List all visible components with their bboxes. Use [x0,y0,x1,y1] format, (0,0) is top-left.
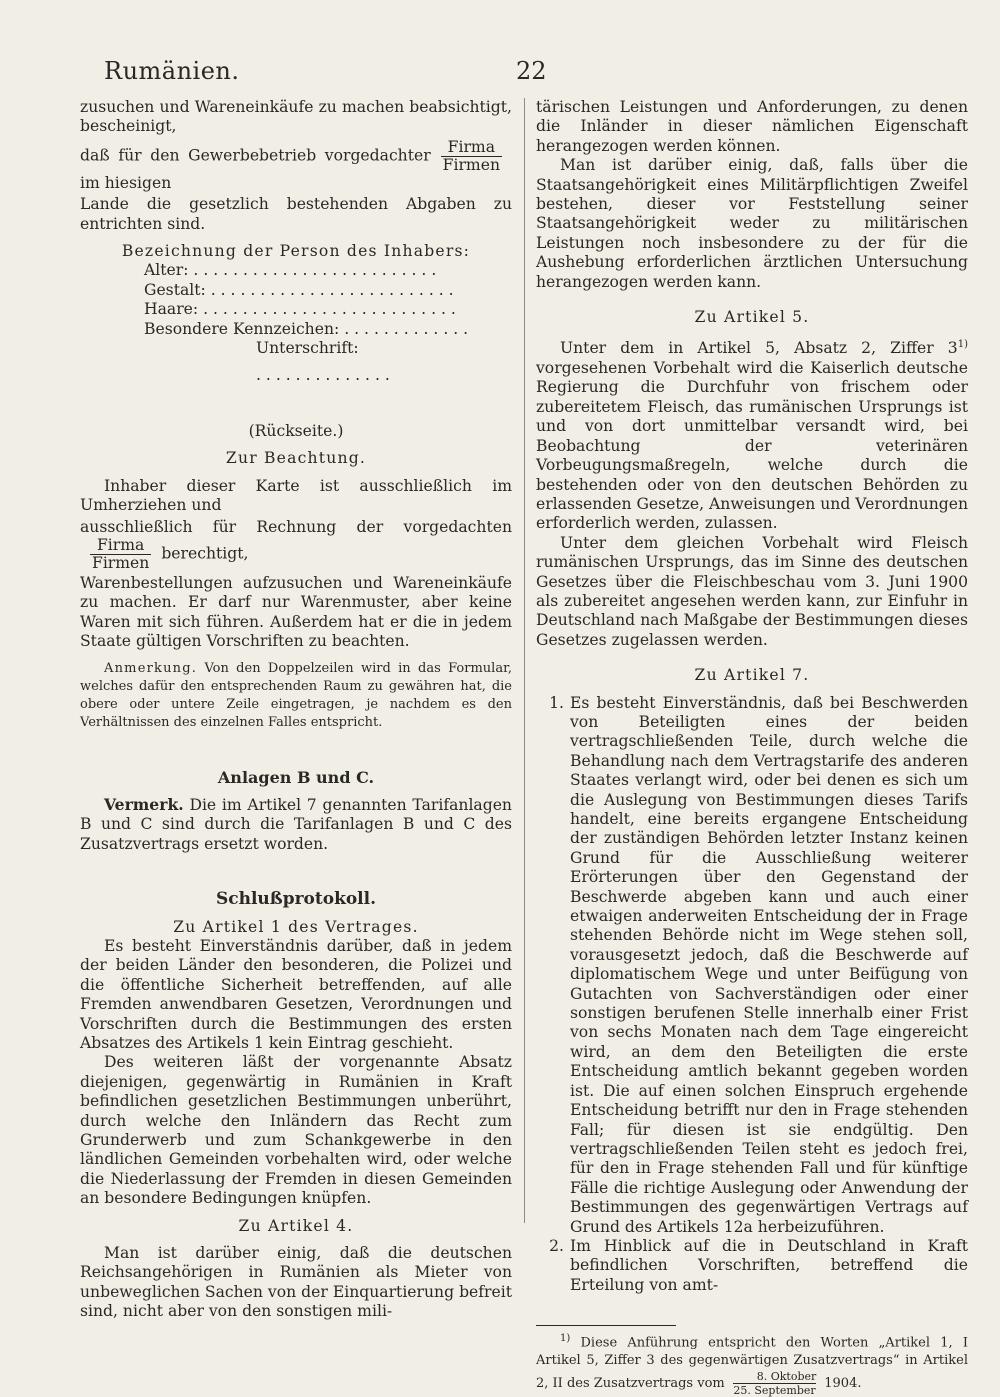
field-gestalt: Gestalt: . . . . . . . . . . . . . . . . . . . . . . . . . [144,280,454,299]
art5-para-1-a: Unter dem in Artikel 5, Absatz 2, Ziffer 3 [560,339,958,358]
art1-para-1: Es besteht Einverständnis darüber, daß in jedem der beiden Länder den besonderen, die Polizei und die öffentliche Sicherheit betreffenden, auf alle Fremden anwendbaren Gesetzen, Verordnungen und Vorschriften durch die Bestimmungen des ersten Absatzes des Artikels 1 kein Eintrag geschieht. [80,936,512,1052]
beachtung-para-2: Warenbestellungen aufzusuchen und Wareneinkäufe zu machen. Er darf nur Warenmuster, aber keine Waren mit sich führen. Außerdem hat er die in jedem Staate gültigen Vorschriften zu beachten. [80,573,512,651]
art4-heading: Zu Artikel 4. [238,1216,354,1235]
footnote-date-fraction [733,1370,817,1397]
art7-item-1-number: 1. [549,693,564,712]
art5-heading: Zu Artikel 5. [694,308,810,327]
footnote-year: 1904. [824,1376,862,1392]
footnote-date-denominator: 25. September [733,1384,816,1397]
beachtung-para-1: Inhaber dieser Karte ist ausschließlich im Umherziehen und [80,476,512,515]
beachtung-firma-post: berechtigt, [161,544,249,563]
firma-fraction [441,139,502,174]
art7-item-2 [536,1237,968,1295]
unterschrift-label: Unterschrift: [256,339,359,358]
unterschrift-dots: . . . . . . . . . . . . . . [256,366,390,385]
art5-para-2: Unter dem gleichen Vorbehalt wird Fleisch rumänischen Ursprungs, das im Sinne des deutschen Gesetzes über die Fleischbeschau vom 3. Juni 1900 als zubereitet angesehen werden kann, zur Einfuhr in Deutschland nach Maßgabe der Bestimmungen dieses Gesetzes zugelassen werden. [536,533,968,649]
beachtung-firma-denominator: Firmen [92,553,150,572]
art7-item-1-text: Es besteht Einverständnis, daß bei Beschwerden von Beteiligten eines der beiden vertragschließenden Teile, durch welche die Behandlung nach dem Vertragstarife des anderen Staates verlangt wird, oder bei denen es sich um die Auslegung von Bestimmungen dieses Tarifs handelt, eine bereits ergangene Entscheidung der zuständigen Behörden letzter Instanz keinen Grund für die Ausschließung weiterer Erörterungen über den Gegenstand der Beschwerde abgeben kann und auch einer etwaigen anderweiten Entscheidung der in Frage stehenden Behörde nicht im Wege stehen soll, vorausgesetzt jedoch, daß die Beschwerde auf diplomatischem Wege und unter Beifügung von Gutachten von Sachverständigen oder einer sonstigen berufenen Stelle innerhalb einer Frist von sechs Monaten nach dem Tage eingereicht wird, an dem den Beteiligten die erste Entscheidung amtlich bekannt gegeben worden ist. Die auf einen solchen Einspruch ergehende Entscheidung betrifft nur den in Frage stehenden Fall; für diesen ist sie endgültig. Den vertragschließenden Teilen steht es jedoch frei, für den in Frage stehenden Fall und für künftige Fälle die richtige Auslegung oder Anwendung der Bestimmungen des gegenwärtigen Vertrags auf Grund des Artikels 12a herbeizuführen. [570,693,968,1236]
right-column [536,98,968,1397]
art5-para-1-b: vorgesehenen Vorbehalt wird die Kaiserlich deutsche Regierung die Durchfuhr von frischem oder zubereitetem Fleisch, das rumänischen Ursprungs ist und von dort unmittelbar versandt wird, bei Beobachtung der veterinären Vorbeugungsmaßregeln, welche durch die bestehenden oder von den deutschen Behörden zu erlassenden Gesetze, Anweisungen und Verordnungen erforderlich werden, zulassen. [536,359,968,533]
left-column [80,98,512,1322]
footnote-text: Diese Anführung entspricht den Worten „Artikel 1, I Artikel 5, Ziffer 3 des gegenwärtigen Zusatzvertrags“ in Artikel 2, II des Zusatzvertrags vom [536,1335,968,1392]
continuation-para: tärischen Leistungen und Anforderungen, zu denen die Inländer in dieser nämlichen Eigenschaft herangezogen werden können. [536,98,968,155]
art1-para-2: Des weiteren läßt der vorgenannte Absatz diejenigen, gegenwärtig in Rumänien in Kraft befindlichen gesetzlichen Bestimmungen unberührt, durch welche den Inländern das Recht zum Grunderwerb und zum Schankgewerbe in den ländlichen Gemeinden vorbehalten wird, oder welche die Niederlassung der Fremden in diesen Gemeinden an besondere Bedingungen knüpfen. [80,1053,512,1208]
schlussprotokoll-heading: Schlußprotokoll. [215,889,377,910]
anlagen-heading: Anlagen B und C. [217,767,375,787]
column-divider [524,98,525,1223]
firma-denominator: Firmen [442,155,500,174]
anmerkung [80,660,512,732]
vermerk [80,795,512,854]
beachtung-firma-pre: ausschließlich für Rechnung der vorgedachten [80,517,512,536]
art7-item-2-number: 2. [549,1236,564,1255]
person-heading: Bezeichnung der Person des Inhabers: [121,242,471,261]
art7-item-1 [536,694,968,1237]
firma-post: im hiesigen [80,173,172,192]
firma-line [80,139,512,193]
firma-pre: daß für den Gewerbebetrieb vorgedachter [80,146,431,165]
vermerk-text: Die im Artikel 7 genannten Tarifanlagen B und C sind durch die Tarifanlagen B und C des Zusatzvertrags ersetzt worden. [80,795,512,853]
firma-numerator: Firma [441,139,502,157]
art7-heading: Zu Artikel 7. [694,666,810,685]
beachtung-heading: Zur Beachtung. [225,449,367,468]
abgaben-line: Lande die gesetzlich bestehenden Abgaben zu entrichten sind. [80,195,512,233]
anmerkung-label: Anmerkung. [104,660,198,676]
footnote [536,1330,968,1397]
intro-line: zusuchen und Wareneinkäufe zu machen beabsichtigt, bescheinigt, [80,98,512,136]
art4-para-1: Man ist darüber einig, daß die deutschen Reichsangehörigen in Rumänien als Mieter von unbeweglichen Sachen von der Einquartierung befreit sind, nicht aber von den sonstigen mili- [80,1244,512,1321]
art7-item-2-text: Im Hinblick auf die in Deutschland in Kraft befindlichen Vorschriften, betreffend die Erteilung von amt- [570,1236,968,1294]
footnote-mark: 1) [560,1333,571,1345]
beachtung-firma-line [80,518,512,572]
field-haare: Haare: . . . . . . . . . . . . . . . . . . . . . . . . . . [144,300,456,319]
beachtung-firma-fraction [90,537,151,572]
field-kennzeichen: Besondere Kennzeichen: . . . . . . . . . . . . . [144,319,469,338]
anmerkung-text: Von den Doppelzeilen wird in das Formular, welches dafür den entsprechenden Raum zu gewähren hat, die obere oder untere Zeile eingetragen, je nachdem es den Verhältnissen des einzelnen Falles entspricht. [80,660,512,730]
rueckseite-label: (Rückseite.) [248,421,344,440]
footnote-rule [536,1325,676,1326]
beachtung-firma-numerator: Firma [90,537,151,555]
footnote-ref: 1) [957,339,968,351]
running-header-country: Rumänien. [104,57,240,85]
page-number: 22 [516,57,547,85]
staatsangehoerigkeit-para: Man ist darüber einig, daß, falls über die Staatsangehörigkeit eines Militärpflichtigen Zweifel bestehen, dieser vor Feststellung seiner Staatsangehörigkeit weder zu militärischen Leistungen noch insbesondere zu der für die Aushebung erforderlichen ärztlichen Untersuchung herangezogen werden kann. [536,156,968,291]
field-alter: Alter: . . . . . . . . . . . . . . . . . . . . . . . . . [144,261,437,280]
art1-heading: Zu Artikel 1 des Vertrages. [173,917,419,936]
art5-para-1 [536,335,968,533]
vermerk-label: Vermerk. [104,794,184,814]
footnote-date-numerator: 8. Oktober [733,1370,817,1384]
